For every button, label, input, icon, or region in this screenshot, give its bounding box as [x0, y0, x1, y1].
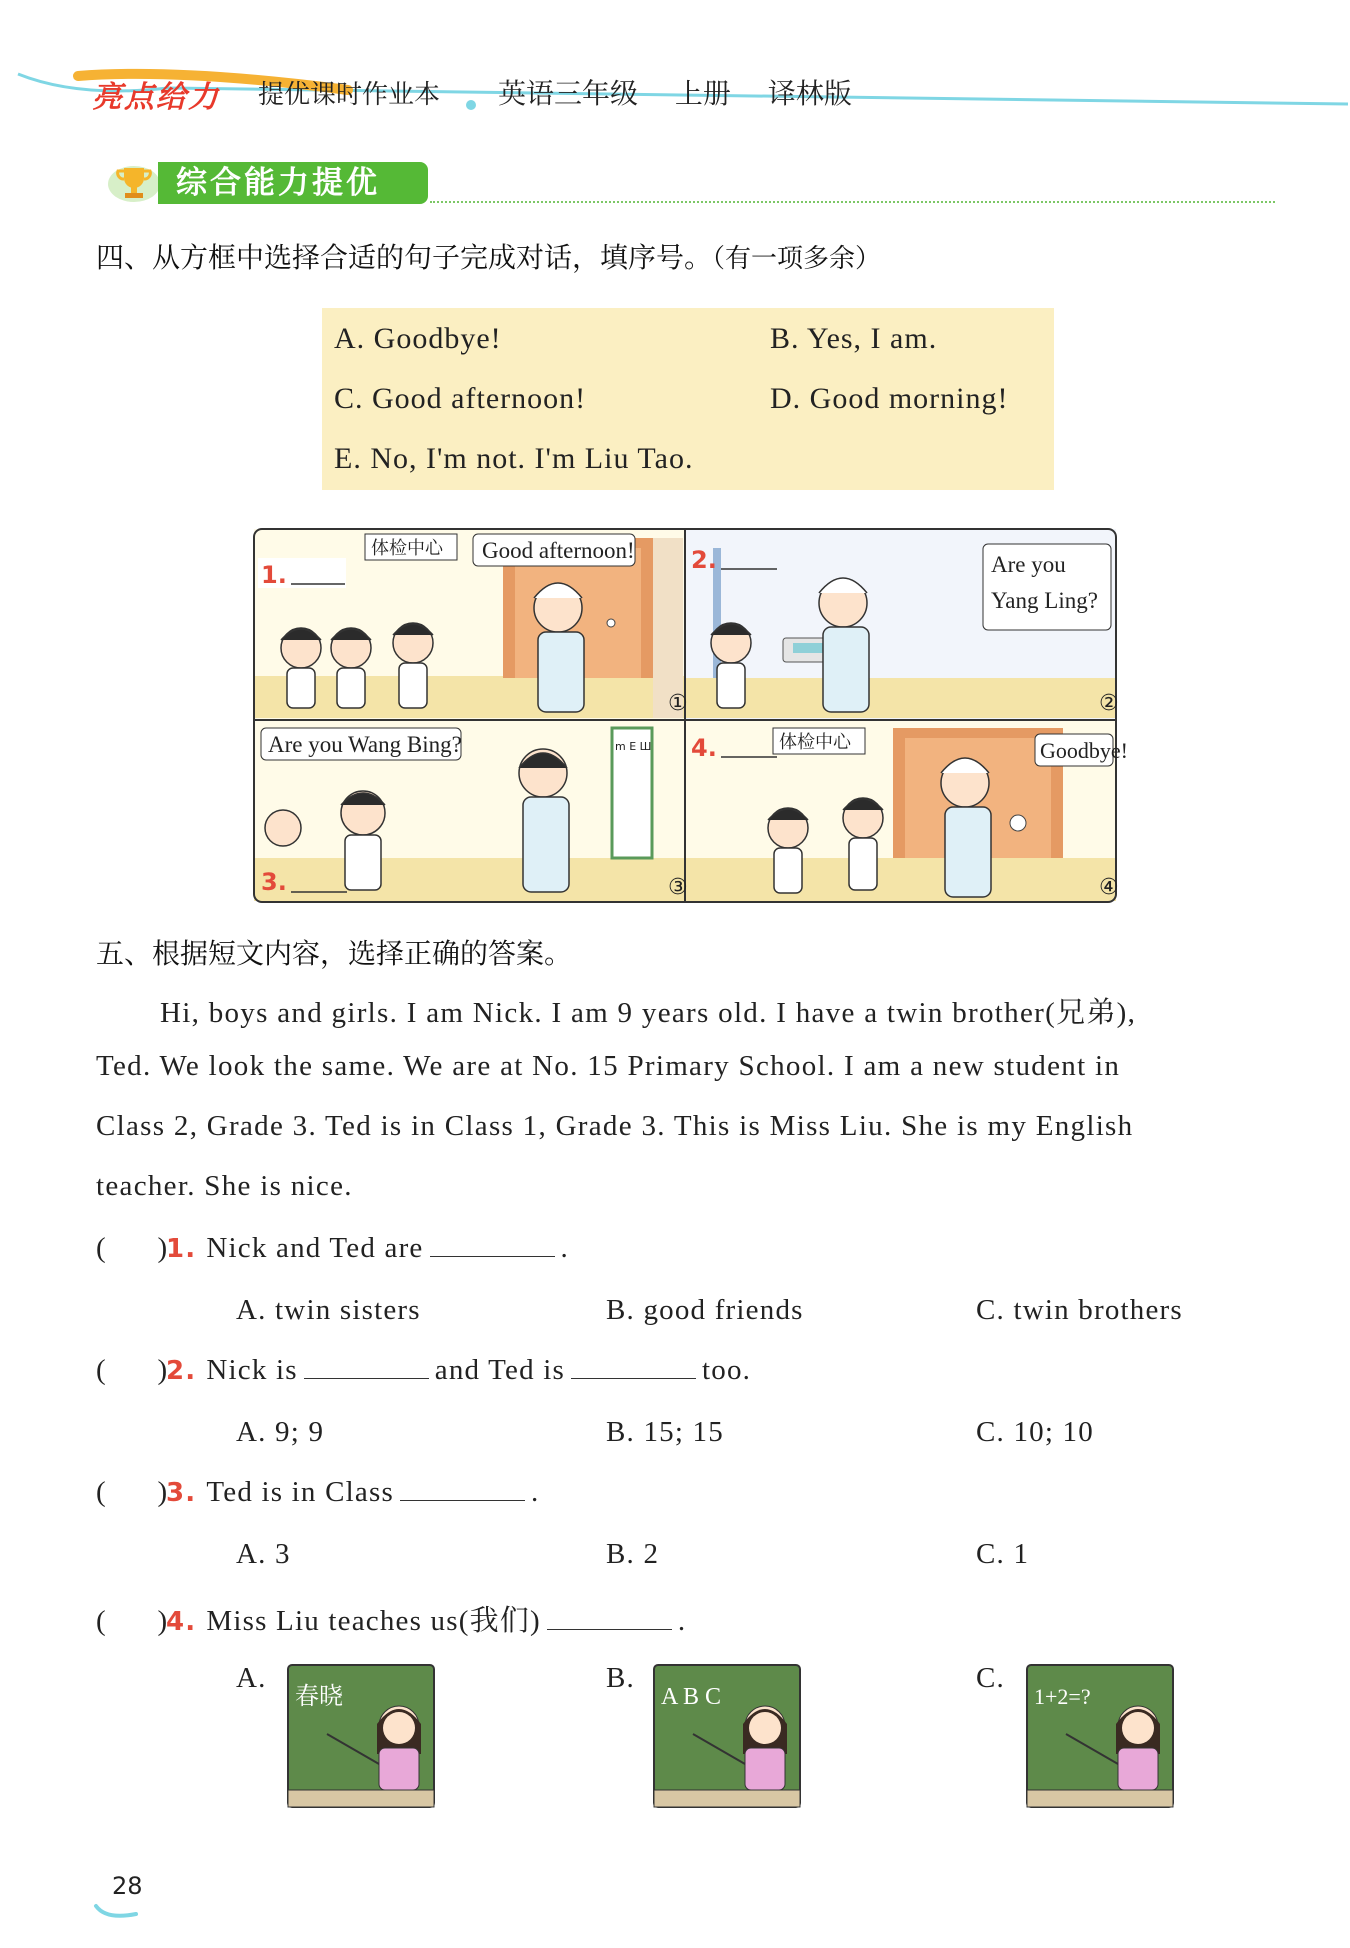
- option-label: B.: [606, 1538, 635, 1570]
- option-label: B.: [606, 1416, 635, 1448]
- option-label: C.: [976, 1538, 1005, 1570]
- answer-blank-1-number: 1.: [261, 561, 287, 589]
- header-dot-decoration: [466, 100, 476, 110]
- answer-parentheses[interactable]: ( ): [96, 1354, 169, 1386]
- book-subtitle: 提优课时作业本: [258, 80, 441, 110]
- option-text: 2: [643, 1538, 660, 1570]
- q5-item-3: [96, 1476, 539, 1509]
- q5-3-option-a[interactable]: [236, 1538, 291, 1571]
- option-text: twin brothers: [1013, 1294, 1183, 1326]
- grade-text: 英语三年级: [498, 77, 639, 110]
- option-label: A.: [236, 1416, 267, 1448]
- q5-2-option-a[interactable]: [236, 1416, 324, 1449]
- choice-text: Good morning!: [809, 382, 1009, 415]
- answer-blank-3-number: 3.: [261, 868, 287, 896]
- page-number: 28: [112, 1872, 143, 1900]
- option-text: 10; 10: [1013, 1416, 1094, 1448]
- q5-item-2: [96, 1354, 751, 1387]
- option-label: A.: [236, 1538, 267, 1570]
- answer-blank[interactable]: [430, 1234, 555, 1257]
- book-grade: [498, 72, 852, 112]
- option-text: good friends: [643, 1294, 804, 1326]
- choice-label: C.: [334, 382, 364, 415]
- bubble-2-line2: Yang Ling?: [991, 588, 1098, 613]
- answer-blank[interactable]: [400, 1478, 525, 1501]
- q5-item-1: [96, 1232, 569, 1265]
- bubble-3-text: Are you Wang Bing?: [268, 732, 462, 757]
- choice-label: A.: [334, 322, 366, 355]
- eye-chart-letters: m E Ш: [615, 740, 652, 753]
- question5-title: 五、根据短文内容，选择正确的答案。: [96, 937, 573, 970]
- bubble-2-line1: Are you: [991, 552, 1066, 577]
- edition-text: 译林版: [767, 77, 852, 110]
- choice-d: [770, 382, 1009, 416]
- answer-blank[interactable]: [304, 1356, 429, 1379]
- q5-4-option-b-label: B.: [606, 1662, 635, 1694]
- q5-stem-end: .: [677, 1605, 687, 1637]
- passage-line-3: Class 2, Grade 3. Ted is in Class 1, Grade 3. This is Miss Liu. She is my English: [96, 1110, 1134, 1142]
- question4-note: （有一项多余）: [712, 244, 882, 274]
- panel-number-4: ④: [1099, 875, 1119, 900]
- q5-stem: Nick and Ted are: [206, 1232, 424, 1264]
- option-text: 1: [1013, 1538, 1030, 1570]
- choice-text: Good afternoon!: [372, 382, 587, 415]
- option-label: C.: [976, 1416, 1005, 1448]
- option-text: 9; 9: [275, 1416, 325, 1448]
- q5-item-number: 3.: [166, 1478, 197, 1508]
- panel-number-1: ①: [668, 691, 688, 716]
- option-text: twin sisters: [275, 1294, 421, 1326]
- q5-stem-end: .: [530, 1476, 540, 1508]
- q5-1-option-c[interactable]: [976, 1294, 1183, 1327]
- q5-4-option-c-label: C.: [976, 1662, 1005, 1694]
- option-label: C.: [976, 1294, 1005, 1326]
- passage-line-4: teacher. She is nice.: [96, 1170, 353, 1202]
- q5-stem-end: .: [560, 1232, 569, 1264]
- question4-title: [96, 236, 881, 276]
- section-divider: [430, 201, 1275, 203]
- panel-number-3: ③: [668, 875, 688, 900]
- answer-parentheses[interactable]: ( ): [96, 1476, 169, 1508]
- choice-e: [334, 442, 693, 476]
- q5-stem: Miss Liu teaches us(我们): [206, 1605, 541, 1637]
- board-a-text: 春晓: [295, 1682, 343, 1710]
- passage-line-1: Hi, boys and girls. I am Nick. I am 9 years old. I have a twin brother(兄弟),: [160, 997, 1137, 1029]
- answer-blank[interactable]: [571, 1356, 696, 1379]
- question4-title-text: 四、从方框中选择合适的句子完成对话，填序号。: [96, 241, 713, 274]
- q5-stem-middle: and Ted is: [434, 1354, 566, 1386]
- q5-item-number: 2.: [166, 1356, 197, 1386]
- comic-strip: [253, 528, 1128, 903]
- answer-blank-2-number: 2.: [691, 546, 717, 574]
- bubble-1-text: Good afternoon!: [482, 538, 635, 563]
- choice-label: D.: [770, 382, 802, 415]
- q5-stem-end: too.: [702, 1354, 752, 1386]
- choice-text: No, I'm not. I'm Liu Tao.: [370, 442, 694, 475]
- passage-line-2: Ted. We look the same. We are at No. 15 Primary School. I am a new student in: [96, 1050, 1121, 1082]
- q5-1-option-b[interactable]: [606, 1294, 804, 1327]
- brand-logo: 亮点给力: [92, 80, 220, 115]
- q5-2-option-c[interactable]: [976, 1416, 1094, 1449]
- sign-text-4: 体检中心: [779, 732, 851, 753]
- choice-label: E.: [334, 442, 362, 475]
- trophy-icon: [104, 160, 160, 204]
- q5-item-number: 1.: [166, 1234, 197, 1264]
- board-c-text: 1+2=?: [1034, 1684, 1091, 1709]
- q5-4-option-a-image[interactable]: [287, 1664, 435, 1810]
- board-b-text: A B C: [661, 1684, 722, 1710]
- answer-blank-4-number: 4.: [691, 734, 717, 762]
- choice-c: [334, 382, 586, 416]
- q5-4-option-b-image[interactable]: [653, 1664, 801, 1810]
- choice-a: [334, 322, 502, 356]
- answer-parentheses[interactable]: ( ): [96, 1232, 169, 1264]
- answer-blank[interactable]: [547, 1607, 672, 1630]
- volume-text: 上册: [674, 77, 731, 110]
- q5-2-option-b[interactable]: [606, 1416, 724, 1449]
- q5-stem: Ted is in Class: [206, 1476, 394, 1508]
- q5-4-option-c-image[interactable]: [1026, 1664, 1174, 1810]
- sign-text-1: 体检中心: [371, 538, 443, 559]
- q5-3-option-b[interactable]: [606, 1538, 659, 1571]
- choice-b: [770, 322, 937, 356]
- option-label: A.: [236, 1294, 267, 1326]
- option-text: 3: [275, 1538, 291, 1570]
- option-label: B.: [606, 1294, 635, 1326]
- q5-4-option-a-label: A.: [236, 1662, 267, 1694]
- choice-text: Yes, I am.: [806, 322, 938, 355]
- bubble-4-text: Goodbye!: [1040, 738, 1128, 763]
- choice-text: Goodbye!: [373, 322, 502, 355]
- q5-item-number: 4.: [166, 1607, 197, 1637]
- q5-stem: Nick is: [206, 1354, 298, 1386]
- panel-number-2: ②: [1099, 691, 1119, 716]
- answer-parentheses[interactable]: ( ): [96, 1605, 169, 1637]
- section-title: 综合能力提优: [158, 162, 428, 204]
- choice-label: B.: [770, 322, 800, 355]
- q5-3-option-c[interactable]: [976, 1538, 1029, 1571]
- option-text: 15; 15: [643, 1416, 724, 1448]
- q5-1-option-a[interactable]: [236, 1294, 421, 1327]
- q5-item-4: [96, 1598, 686, 1639]
